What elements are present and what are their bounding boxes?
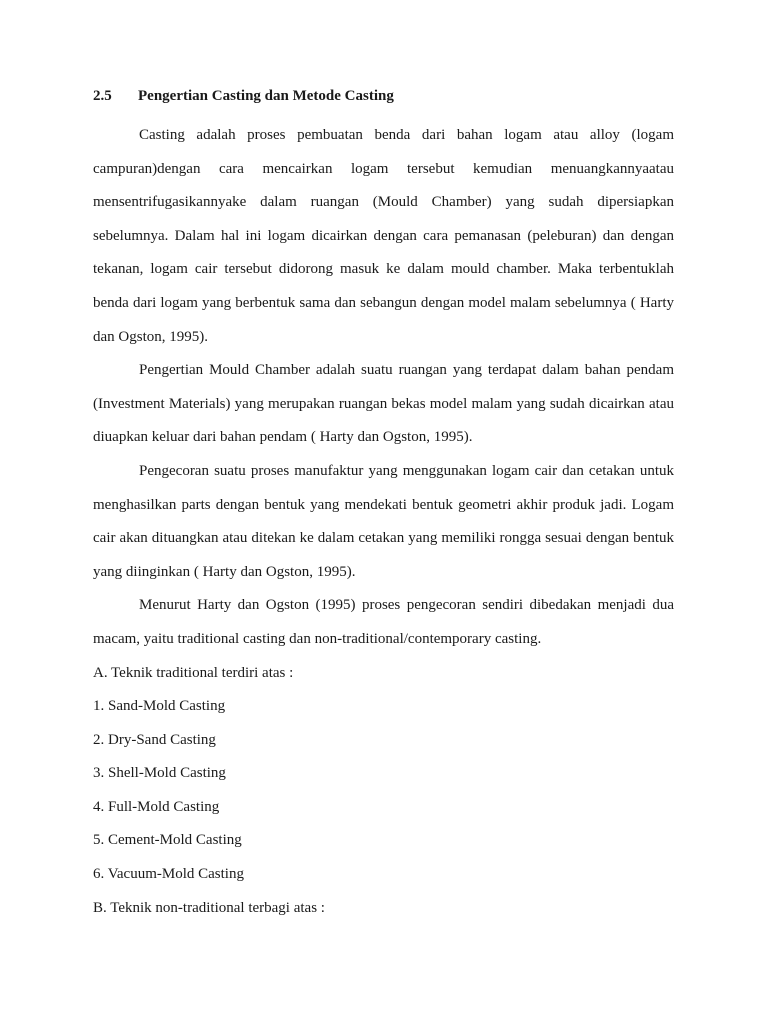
list-heading-traditional: A. Teknik traditional terdiri atas : bbox=[93, 664, 294, 681]
section-number: 2.5 bbox=[93, 88, 112, 104]
list-non-traditional bbox=[93, 892, 674, 926]
section-heading bbox=[93, 85, 674, 108]
list-item: 5. Cement-Mold Casting bbox=[93, 832, 242, 849]
list-item: 4. Full-Mold Casting bbox=[93, 798, 220, 815]
list-item: 2. Dry-Sand Casting bbox=[93, 731, 216, 748]
document-content bbox=[93, 85, 674, 925]
list-item: 6. Vacuum-Mold Casting bbox=[93, 866, 244, 883]
list-traditional bbox=[93, 657, 674, 892]
list-heading-non-traditional: B. Teknik non-traditional terbagi atas : bbox=[93, 899, 325, 916]
list-item: 1. Sand-Mold Casting bbox=[93, 698, 226, 715]
paragraph-casting-definition: Casting adalah proses pembuatan benda dari bahan logam atau alloy (logam campuran)dengan cara mencairkan logam tersebut kemudian menuangkannyaatau mensentrifugasikannyake dalam ruangan (Mould Chamber) yang sudah dipersiapkan sebelumnya. Dalam hal ini logam dicairkan dengan cara pemanasan (peleburan) dan dengan tekanan, logam cair tersebut didorong masuk ke dalam mould chamber. Maka terbentuklah benda dari logam yang berbentuk sama dan sebangun dengan model malam sebelumnya ( Harty dan Ogston, 1995). bbox=[93, 127, 674, 345]
paragraph-pengecoran: Pengecoran suatu proses manufaktur yang menggunakan logam cair dan cetakan untuk menghasilkan parts dengan bentuk yang mendekati bentuk geometri akhir produk jadi. Logam cair akan dituangkan atau ditekan ke dalam cetakan yang memiliki rongga sesuai dengan bentuk yang diinginkan ( Harty dan Ogston, 1995). bbox=[93, 462, 674, 580]
paragraph-mould-chamber: Pengertian Mould Chamber adalah suatu ruangan yang terdapat dalam bahan pendam (Investment Materials) yang merupakan ruangan bekas model malam yang sudah dicairkan atau diuapkan keluar dari bahan pendam ( Harty dan Ogston, 1995). bbox=[93, 362, 674, 446]
list-item: 3. Shell-Mold Casting bbox=[93, 765, 226, 782]
paragraph-casting-types: Menurut Harty dan Ogston (1995) proses pengecoran sendiri dibedakan menjadi dua macam, yaitu traditional casting dan non-traditional/contemporary casting. bbox=[93, 597, 674, 647]
section-title: Pengertian Casting dan Metode Casting bbox=[138, 88, 394, 104]
